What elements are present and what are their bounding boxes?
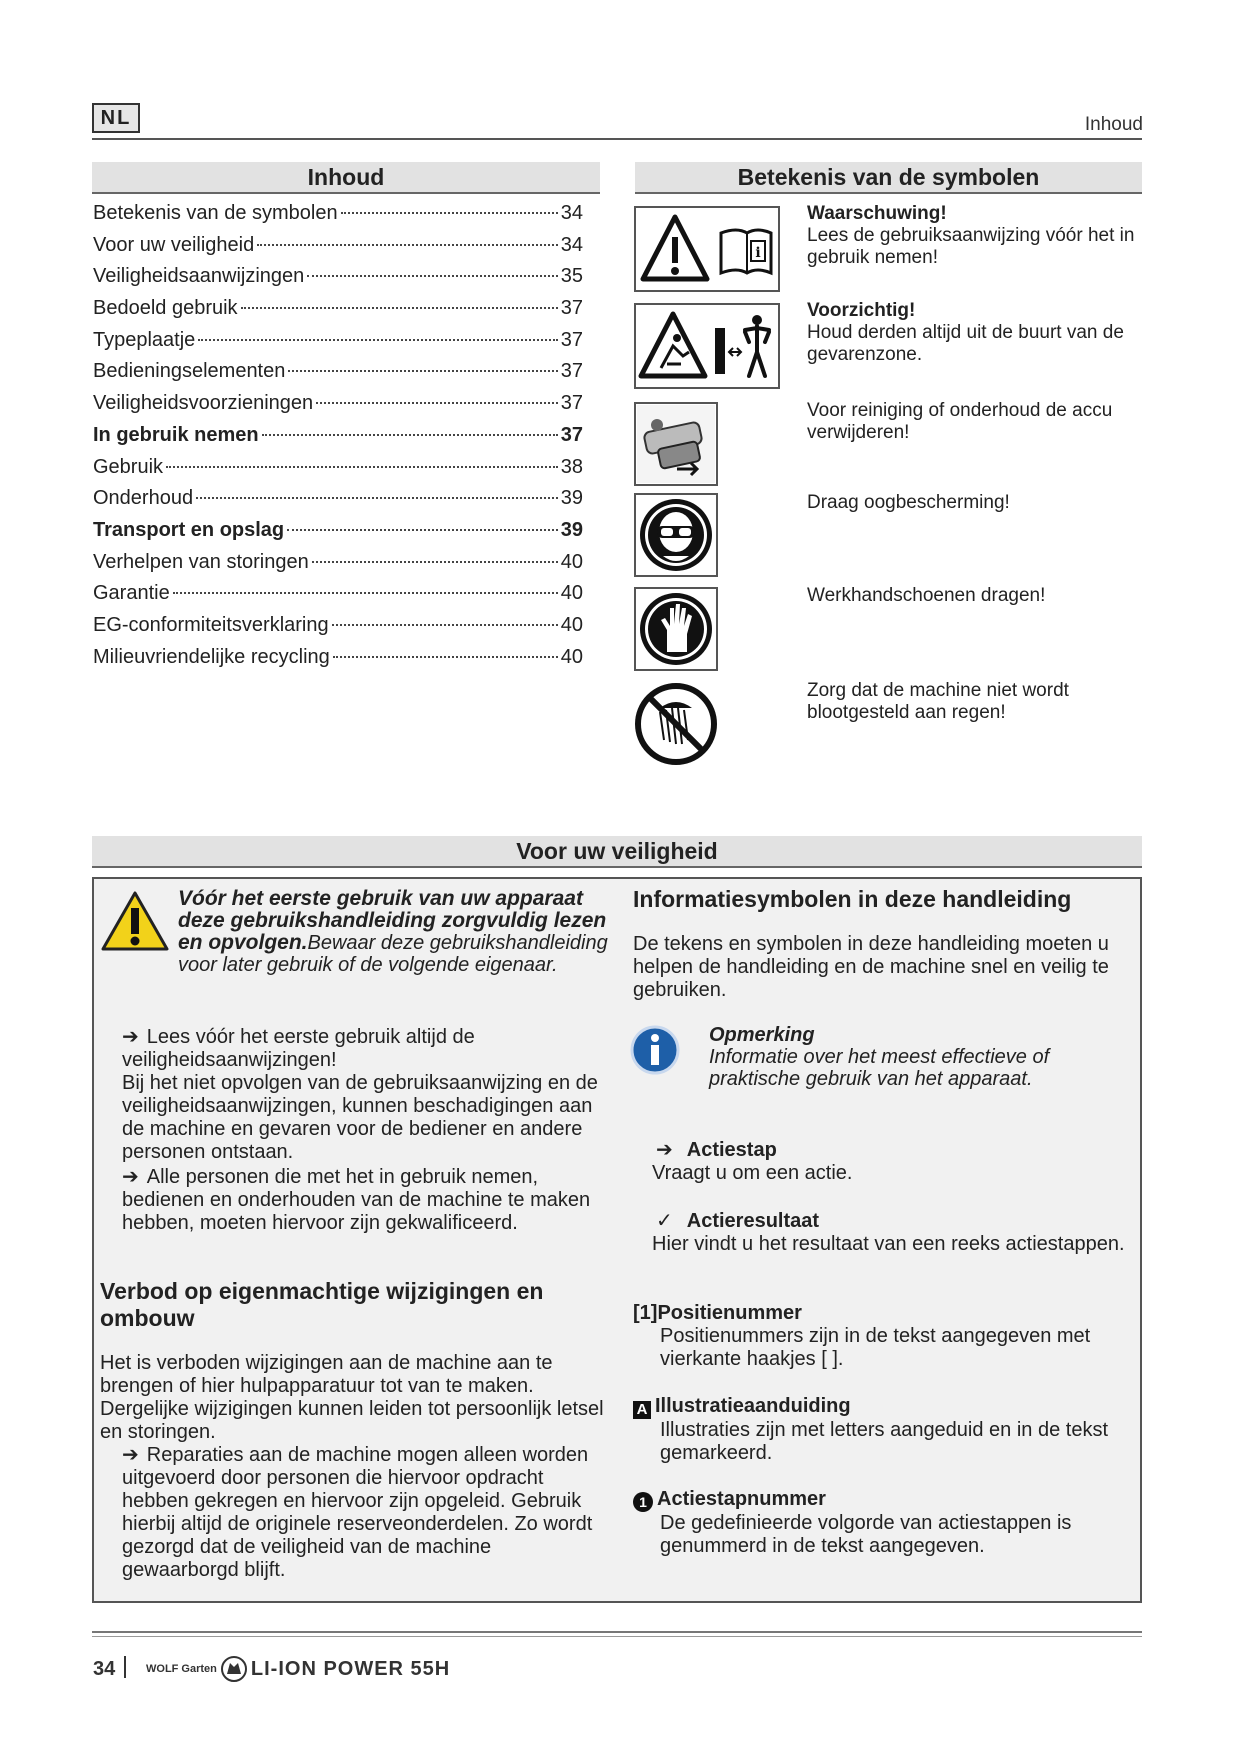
safety-title: Voor uw veiligheid — [92, 836, 1142, 868]
arrow-icon: ➔ — [122, 1026, 139, 1048]
toc-entry[interactable]: Veiligheidsaanwijzingen 35 — [93, 265, 583, 288]
symbol-description: Waarschuwing! Lees de gebruiksaanwijzing vóór het in gebruik nemen! — [807, 203, 1135, 268]
illustration-block: A Illustratieaanduiding Illustraties zijn met letters aangeduid en in de tekst gemarkeerd. — [633, 1395, 1143, 1465]
arrow-icon: ➔ — [122, 1166, 139, 1188]
symbol-description: Voor reiniging of onderhoud de accu verwijderen! — [807, 400, 1113, 443]
safety-bullet: ➔ Alle personen die met het in gebruik nemen, bedienen en onderhouden van de machine te maken hebben, moeten hiervoor zijn gekwalificeerd. — [122, 1166, 591, 1234]
verbod-paragraph: Het is verboden wijzigingen aan de machine aan te brengen of hier hulpapparatuur tot van te maken. Dergelijke wijzigingen kunnen leiden tot persoonlijk letsel en storingen. — [100, 1352, 604, 1443]
remove-battery-icon — [634, 402, 718, 486]
toc-entry[interactable]: Typeplaatje 37 — [93, 328, 583, 351]
checkmark-icon: ✓ — [656, 1210, 673, 1232]
header-divider — [92, 138, 1142, 140]
toc-entry[interactable]: Betekenis van de symbolen 34 — [93, 202, 583, 224]
toc-title: Inhoud — [92, 162, 600, 194]
svg-text:i: i — [755, 245, 761, 261]
wolf-logo-icon — [221, 1656, 247, 1682]
toc-entry[interactable]: EG-conformiteitsverklaring 40 — [93, 613, 583, 636]
caution-keep-distance-icon — [634, 303, 780, 389]
toc-entry[interactable]: Onderhoud 39 — [93, 487, 583, 510]
warning-read-manual-icon — [634, 206, 780, 292]
info-intro: De tekens en symbolen in deze handleiding moeten u helpen de handleiding en de machine snel en veilig te gebruiken. — [633, 933, 1109, 1001]
illustration-marker-icon: A — [633, 1401, 651, 1419]
brand-logo: WOLF Garten LI-ION POWER 55H — [146, 1654, 450, 1684]
symbols-title: Betekenis van de symbolen — [635, 162, 1142, 194]
toc-entry[interactable]: Bedieningselementen 37 — [93, 360, 583, 383]
toc-entry[interactable]: Voor uw veiligheid 34 — [93, 233, 583, 256]
safety-bullet: ➔ Lees vóór het eerste gebruik altijd de veiligheidsaanwijzingen! — [122, 1026, 475, 1071]
work-gloves-icon — [634, 587, 718, 671]
running-header: Inhoud — [1084, 114, 1143, 135]
safety-bullet: ➔ Reparaties aan de machine mogen alleen worden uitgevoerd door personen die hiervoor opdracht hebben gekregen en hiervoor zijn opgeleid. Gebruik hierbij altijd de originele reserveonderdelen. Zo wordt gezorgd dat de veiligheid van de machine gewaarborgd blijft. — [122, 1444, 593, 1581]
note-block: Opmerking Informatie over het meest effectieve of praktische gebruik van het apparaat. — [709, 1024, 1050, 1090]
footer-separator — [124, 1656, 126, 1678]
arrow-icon: ➔ — [122, 1444, 139, 1466]
action-result-block: ✓ Actieresultaat Hier vindt u het resultaat van een reeks actiestappen. — [652, 1210, 1125, 1255]
info-heading: Informatiesymbolen in deze handleiding — [633, 886, 1072, 912]
page-number: 34 — [93, 1658, 116, 1680]
symbol-description: Voorzichtig! Houd derden altijd uit de buurt van de gevarenzone. — [807, 300, 1124, 365]
table-of-contents — [93, 202, 583, 677]
toc-entry[interactable]: Bedoeld gebruik 37 — [93, 297, 583, 320]
safety-warning-text: Vóór het eerste gebruik van uw apparaat deze gebruikshandleiding zorgvuldig lezen en opvolgen.Bewaar deze gebruikshandleiding voor later gebruik of de volgende eigenaar. — [178, 887, 608, 976]
toc-entry[interactable]: Verhelpen van storingen 40 — [93, 550, 583, 573]
footer-divider — [92, 1631, 1142, 1633]
step-number-icon: 1 — [633, 1492, 653, 1512]
toc-entry[interactable]: Gebruik 38 — [93, 455, 583, 478]
arrow-icon: ➔ — [656, 1139, 673, 1161]
action-step-number-block: 1 Actiestapnummer De gedefinieerde volgorde van actiestappen is genummerd in de tekst aangegeven. — [633, 1488, 1143, 1558]
footer-divider — [92, 1636, 1142, 1637]
language-badge: NL — [92, 103, 140, 133]
symbol-description: Zorg dat de machine niet wordt blootgesteld aan regen! — [807, 680, 1069, 723]
no-rain-icon — [634, 682, 718, 766]
toc-entry[interactable]: Garantie 40 — [93, 582, 583, 605]
toc-entry[interactable]: In gebruik nemen 37 — [93, 423, 583, 446]
info-icon — [630, 1025, 680, 1075]
action-step-block: ➔ Actiestap Vraagt u om een actie. — [652, 1139, 853, 1184]
position-number-block: [1]Positienummer Positienummers zijn in de tekst aangegeven met vierkante haakjes [ ]. — [633, 1302, 1091, 1370]
toc-entry[interactable]: Veiligheidsvoorzieningen 37 — [93, 392, 583, 415]
toc-entry[interactable]: Milieuvriendelijke recycling 40 — [93, 645, 583, 668]
warning-triangle-icon — [100, 890, 170, 952]
safety-paragraph: Bij het niet opvolgen van de gebruiksaanwijzing en de veiligheidsaanwijzingen, kunnen beschadigingen aan de machine en gevaren voor de bediener en andere personen ontstaan. — [122, 1072, 598, 1163]
verbod-heading: Verbod op eigenmachtige wijzigingen en ombouw — [100, 1278, 544, 1331]
symbol-description: Werkhandschoenen dragen! — [807, 585, 1046, 606]
symbol-description: Draag oogbescherming! — [807, 492, 1010, 513]
eye-protection-icon — [634, 493, 718, 577]
toc-entry[interactable]: Transport en opslag 39 — [93, 518, 583, 541]
